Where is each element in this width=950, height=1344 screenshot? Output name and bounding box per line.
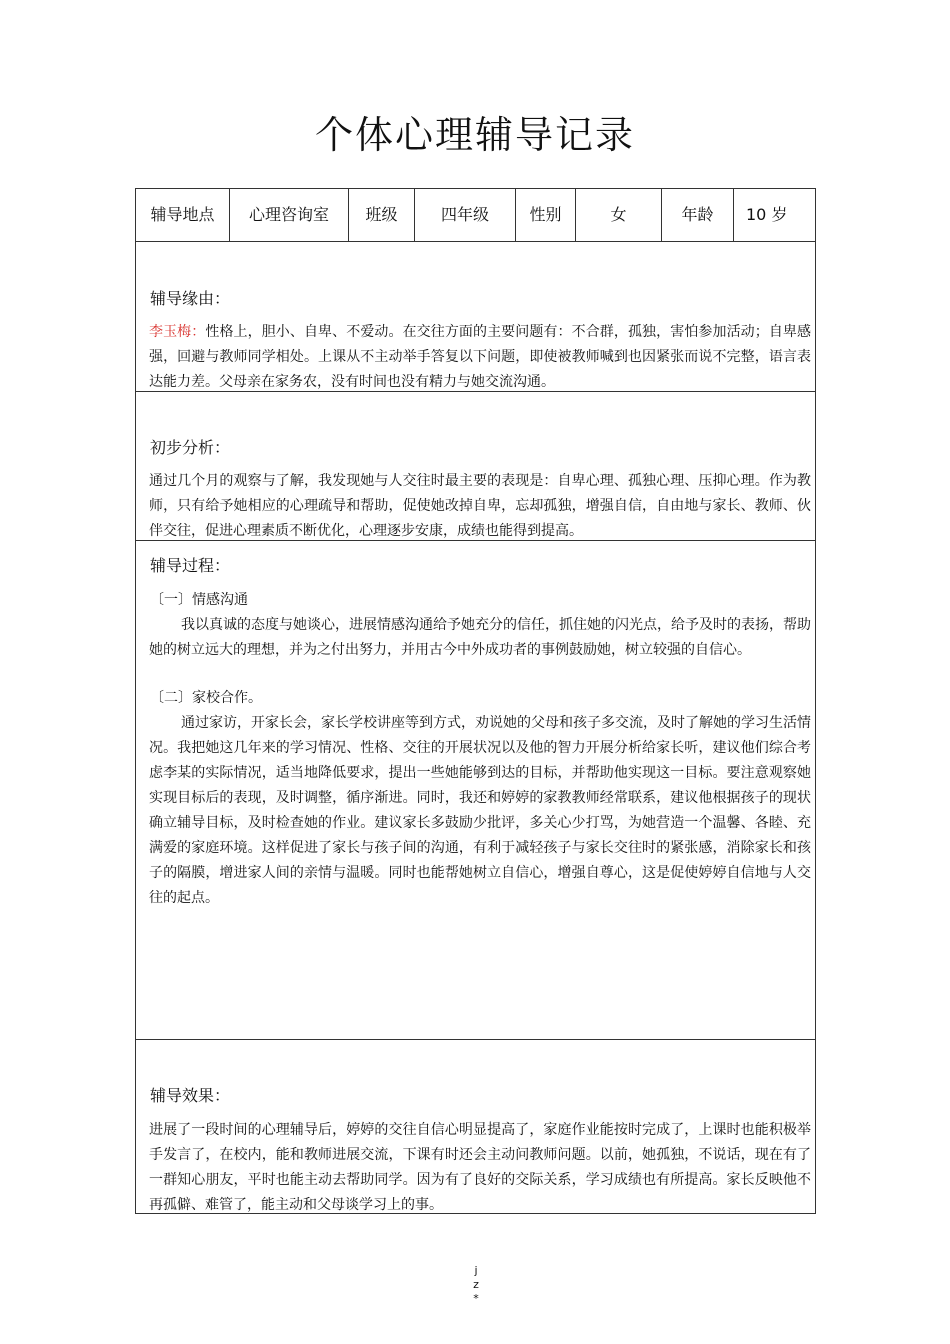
process-title: 辅导过程： [150,556,231,575]
gender-label: 性别 [516,189,576,241]
reason-body: 性格上，胆小、自卑、不爱动。在交往方面的主要问题有：不合群，孤独，害怕参加活动；自卑感强，回避与教师同学相处。上课从不主动举手答复以下问题，即使被教师喊到也因紧张而说不完整，语言表达能力差。父母亲在家务农，没有时间也没有精力与她交流沟通。 [149,324,812,390]
effect-section [136,1040,815,1213]
location-label: 辅导地点 [136,189,230,241]
footer-line-2: z [473,1278,479,1291]
process-section [136,541,815,1040]
footer-line-1: j [474,1264,478,1277]
process-text2: 通过家访，开家长会，家长学校讲座等到方式，劝说她的父母和孩子多交流，及时了解她的学习生活情况。我把她这几年来的学习情况、性格、交往的开展状况以及他的智力开展分析给家长听，建议他们综合考虑李某的实际情况，适当地降低要求，提出一些她能够到达的目标，并帮助他实现这一目标。要注意观察她实现目标后的表现，及时调整，循序渐进。同时，我还和婷婷的家教教师经常联系，建议他根据孩子的现状确立辅导目标，及时检查她的作业。建议家长多鼓励少批评，多关心少打骂，为她营造一个温馨、各睦、充满爱的家庭环境。这样促进了家长与孩子间的沟通，有利于减轻孩子与家长交往时的紧张感，消除家长和孩子的隔膜，增进家人间的亲情与温暖。同时也能帮她树立自信心，增强自尊心，这是促使婷婷自信地与人交往的起点。 [149,715,811,906]
gender-value: 女 [576,189,662,241]
page-title: 个体心理辅导记录 [314,113,635,157]
age-value: 10 岁 [746,205,788,224]
process-sub1: 〔一〕情感沟通 [150,592,248,608]
effect-title: 辅导效果： [150,1086,231,1105]
reason-section [136,241,815,392]
process-sub2: 〔二〕家校合作。 [150,690,262,706]
effect-text: 进展了一段时间的心理辅导后，婷婷的交往自信心明显提高了，家庭作业能按时完成了，上课时也能积极举手发言了，在校内，能和教师进展交流，下课有时还会主动问教师问题。以前，她孤独，不说话，现在有了一群知心朋友，平时也能主动去帮助同学。因为有了良好的交际关系，学习成绩也有所提高。家长反映他不再孤僻、难管了，能主动和父母谈学习上的事。 [149,1122,811,1213]
class-label: 班级 [349,189,415,241]
class-value: 四年级 [415,189,516,241]
record-table [135,188,816,1214]
analysis-section [136,392,815,541]
location-value: 心理咨询室 [230,189,349,241]
page-footer [470,1264,482,1306]
footer-line-3: * [473,1292,479,1305]
student-name: 李玉梅： [149,324,206,340]
process-text1: 我以真诚的态度与她谈心，进展情感沟通给予她充分的信任，抓住她的闪光点，给予及时的表扬，帮助她的树立远大的理想，并为之付出努力，并用古今中外成功者的事例鼓励她，树立较强的自信心。 [149,617,811,658]
header-row [136,189,815,242]
analysis-text: 通过几个月的观察与了解，我发现她与人交往时最主要的表现是：自卑心理、孤独心理、压抑心理。作为教师，只有给予她相应的心理疏导和帮助，促使她改掉自卑，忘却孤独，增强自信，自由地与家长、教师、伙伴交往，促进心理素质不断优化，心理逐步安康，成绩也能得到提高。 [149,473,811,539]
reason-text [149,320,811,395]
age-label: 年龄 [662,189,734,241]
analysis-title: 初步分析： [150,438,231,457]
reason-title: 辅导缘由： [150,289,231,308]
